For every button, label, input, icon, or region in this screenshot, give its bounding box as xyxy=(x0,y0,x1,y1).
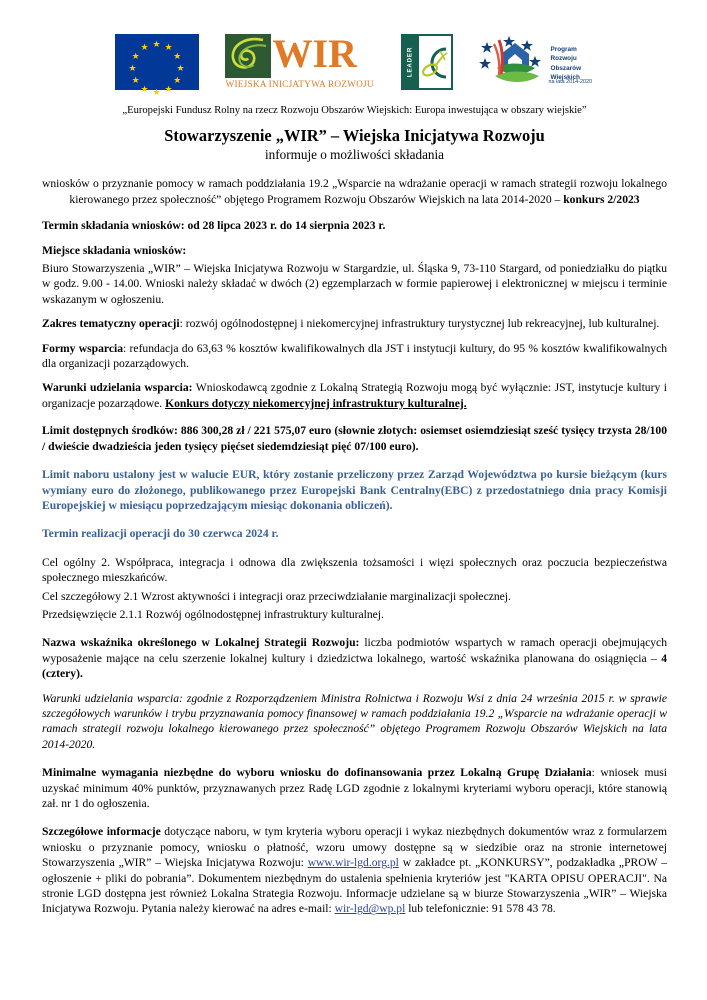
website-link[interactable]: www.wir-lgd.org.pl xyxy=(307,856,399,870)
prow-years: na lata 2014-2020 xyxy=(548,79,592,85)
conditions-emphasis: Konkurs dotyczy niekomercyjnej infrastruktury kulturalnej. xyxy=(165,396,467,410)
eu-motto: „Europejski Fundusz Rolny na rzecz Rozwoju Obszarów Wiejskich: Europa inwestująca w obszary wiejskie” xyxy=(122,105,587,116)
place-heading xyxy=(42,243,667,258)
leader-logo xyxy=(401,34,453,90)
details-text-1: dotyczące naboru, w tym kryteria wyboru operacji i wykaz niezbędnych dokumentów wraz z formularzem wniosku o przyznanie pomocy, wniosku o płatność, wzoru umowy dostępne są w siedzibie oraz na stronie internetowej Stowarzyszenia „WIR” – Wiejska Inicjatywa Rozwoju: xyxy=(42,825,668,870)
minimum-requirements-paragraph xyxy=(42,765,667,811)
wir-logo xyxy=(225,31,375,90)
conditions-paragraph xyxy=(42,380,667,411)
wir-spiral-icon xyxy=(225,34,271,78)
organization-title: Stowarzyszenie „WIR” – Wiejska Inicjatywa Rozwoju xyxy=(164,126,545,146)
goal-general: Cel ogólny 2. Współpraca, integracja i odnowa dla zwiększenia tożsamości i więzi społecznych oraz poczucia bezpieczeństwa społecznego mieszkańców. xyxy=(42,555,667,585)
submission-deadline-text: Termin składania wniosków: od 28 lipca 2023 r. do 14 sierpnia 2023 r. xyxy=(42,219,386,233)
eur-conversion-note: Limit naboru ustalony jest w walucie EUR, który zostanie przeliczony przez Zarząd Województwa po kursie bieżącym (kurs wymiany euro do złożonego, publikowanego przez Europejski Bank Centralny(EBC) z przedostatniego dnia pracy Komisji Europejskiej w miesiącu poprzedzającym miesiąc dokonania obliczeń). xyxy=(42,468,667,512)
details-paragraph xyxy=(42,824,667,916)
email-link[interactable]: wir-lgd@wp.pl xyxy=(334,902,406,916)
prow-emblem-icon xyxy=(479,34,549,90)
funds-limit-text: Limit dostępnych środków: 886 300,28 zł / 221 575,07 euro (słownie złotych: osiemset osiemdziesiąt sześć tysięcy trzysta 28/100 / dwieście dwadzieścia jeden tysięcy pięćset siedemdziesiąt pięć 07/100 euro). xyxy=(42,424,667,453)
forms-paragraph xyxy=(42,341,667,372)
wir-wordmark: WIR xyxy=(272,31,357,76)
scope-text: : rozwój ogólnodostępnej i niekomercyjnej infrastruktury turystycznej lub rekreacyjnej, lub kulturalnej. xyxy=(179,317,660,331)
organization-subtitle: informuje o możliwości składania xyxy=(264,146,445,162)
goal-enterprise: Przedsięwzięcie 2.1.1 Rozwój ogólnodostępnej infrastruktury kulturalnej. xyxy=(42,607,384,621)
indicator-value: 4 (cztery). xyxy=(42,651,667,681)
conditions-text: Wnioskodawcą zgodnie z Lokalną Strategią Rozwoju mogą być wyłącznie: JST, instytucje kultury i organizacje pozarządowe. xyxy=(42,381,668,410)
submission-deadline xyxy=(42,218,667,233)
details-text-2: w zakładce pt. „KONKURSY”, podzakładka „PROW – ogłoszenie + pliki do pobrania”. Dokumentem niezbędnym do ustalenia spełnienia kryteriów jest "KARTA OPISU OPERACJI". Na stronie LGD dostępna jest również Lokalna Strategia Rozwoju. Informacje udzielane są w biurze Stowarzyszenia „WIR” – Wiejska Inicjatywa Rozwoju. Pytania należy kierować na adres e-mail: xyxy=(42,856,667,916)
wir-tagline: WIEJSKA INICJATYWA ROZWOJU xyxy=(225,80,374,90)
place-paragraph: Biuro Stowarzyszenia „WIR” – Wiejska Inicjatywa Rozwoju w Stargardzie, ul. Śląska 9, 73-110 Stargard, od poniedziałku do piątku w godz. 9.00 - 14.00. Wnioski należy składać w dwóch (2) egzemplarzach w formie papierowej i elektronicznej w miejscu i terminie wskazanym w ogłoszeniu. xyxy=(42,262,667,306)
scope-label: Zakres tematyczny operacji xyxy=(42,317,180,331)
scope-paragraph xyxy=(42,316,667,331)
leader-wordmark: LEADER xyxy=(406,46,413,78)
indicator-label: Nazwa wskaźnika określonego w Lokalnej Strategii Rozwoju: xyxy=(42,636,360,650)
intro-text: wniosków o przyznanie pomocy w ramach poddziałania 19.2 „Wsparcie na wdrażanie operacji w ramach strategii rozwoju lokalnego kierowanego przez społeczność” objętego Programem Rozwoju Obszarów Wiejskich na lata 2014-2020 – xyxy=(42,177,667,206)
prow-logo xyxy=(479,34,595,90)
forms-text: : refundacja do 63,63 % kosztów kwalifikowalnych dla JST i instytucji kultury, do 95 % kosztów kwalifikowalnych dla organizacji pozarządowych. xyxy=(42,341,668,371)
indicator-text: liczba podmiotów wspartych w ramach operacji obejmujących wyposażenie mające na celu szerzenie lokalnej kultury i dziedzictwa lokalnego, wartość wskaźnika planowana do osiągnięcia – xyxy=(42,636,667,665)
prow-program-name: Program Rozwoju Obszarów Wiejskich xyxy=(550,46,582,81)
minimum-requirements-label: Minimalne wymagania niezbędne do wyboru wniosku do dofinansowania przez Lokalną Grupę Działania xyxy=(42,766,592,780)
conditions-label: Warunki udzielania wsparcia: xyxy=(42,381,193,395)
european-union-flag-icon: ★ ★ ★ ★ ★ ★ ★ ★ ★ ★ ★ ★ xyxy=(115,34,199,90)
funds-limit-paragraph xyxy=(42,423,667,454)
legal-basis-paragraph: Warunki udzielania wsparcia: zgodnie z Rozporządzeniem Ministra Rolnictwa i Rozwoju Wsi z dnia 24 września 2015 r. w sprawie szczegółowych warunków i trybu przyznawania pomocy finansowej w ramach poddziałania 19.2 „Wsparcie na wdrażanie operacji w ramach strategii rozwoju lokalnego kierowanego przez społeczność” objętego Programem Rozwoju Obszarów Wiejskich na lata 2014-2020. xyxy=(42,691,667,751)
indicator-paragraph xyxy=(42,635,667,681)
logo-strip xyxy=(42,30,667,97)
intro-paragraph xyxy=(42,176,667,207)
forms-label: Formy wsparcia xyxy=(42,341,124,355)
place-heading-text: Miejsce składania wniosków: xyxy=(42,243,187,257)
minimum-requirements-text: : wniosek musi uzyskać minimum 40% punktów, przyznawanych przez Radę LGD zgodnie z lokalnymi kryteriami wyboru operacji, które stanowią zał. nr 1 do ogłoszenia. xyxy=(42,766,667,811)
intro-competition: konkurs 2/2023 xyxy=(563,192,640,206)
details-text-3: lub telefonicznie: 91 578 43 78. xyxy=(405,902,556,916)
leader-emblem-icon xyxy=(416,39,450,89)
realization-term: Termin realizacji operacji do 30 czerwca 2024 r. xyxy=(42,527,279,541)
details-label: Szczegółowe informacje xyxy=(42,825,161,839)
goal-specific: Cel szczegółowy 2.1 Wzrost aktywności i integracji oraz przeciwdziałanie marginalizacji społecznej. xyxy=(42,589,511,603)
